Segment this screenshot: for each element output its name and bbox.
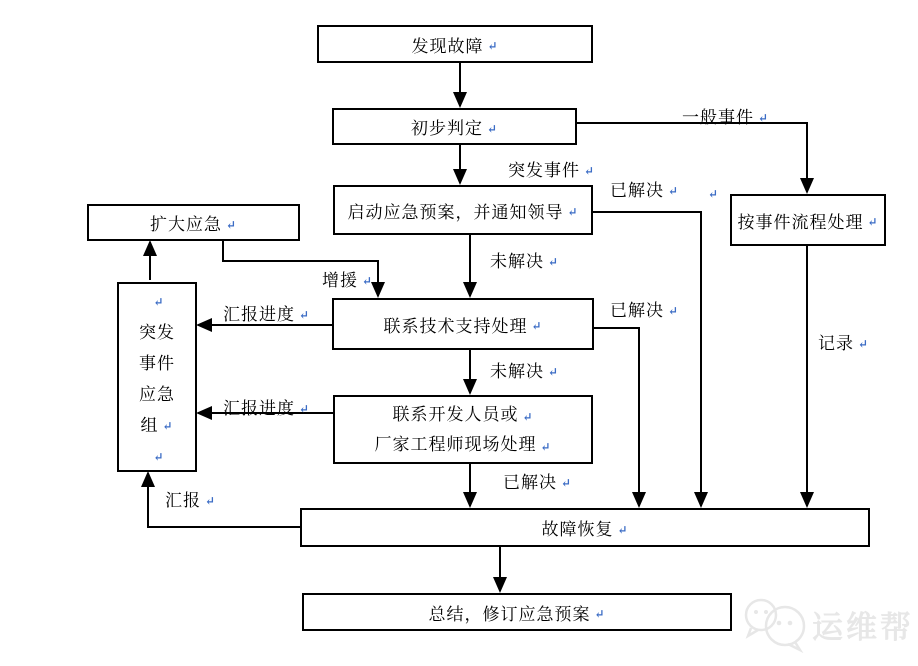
edge-label-resolved-mid: 已解决 ↵ [610,301,680,320]
pilcrow-mark-icon: ↵ [867,215,879,229]
node-summary [302,593,732,631]
edge-label-unresolved-mid: 未解决 ↵ [490,362,560,381]
node-emergency-group [117,282,197,472]
pilcrow-mark-icon: ↵ [153,449,165,464]
pilcrow-mark-icon: ↵ [858,336,870,351]
node-summary-label: 总结，修订应急预案 [428,604,591,624]
node-start-plan-label: 启动应急预案，并通知领导 [347,202,564,222]
pilcrow-mark-icon: ↵ [153,294,165,309]
pilcrow-mark-icon: ↵ [758,110,770,125]
node-initial-judgment [332,108,577,145]
pilcrow-mark-icon: ↵ [205,493,217,508]
edge-label-reinforce: 增援 ↵ [322,271,374,290]
pilcrow-mark-icon: ↵ [561,475,573,490]
node-expand-emergency-label: 扩大应急 [149,215,222,234]
node-contact-dev-line1: 联系开发人员或 [392,404,519,424]
edge-label-record: 记录 ↵ [818,334,870,353]
node-emergency-group-line2: 事件 [139,354,175,373]
node-contact-dev-line2: 厂家工程师现场处理 [374,434,537,454]
node-contact-dev [333,395,593,464]
pilcrow-mark-icon: ↵ [522,409,534,424]
node-emergency-group-line3: 应急 [139,385,175,404]
node-start-plan [333,185,593,235]
node-event-process-label: 按事件流程处理 [737,212,864,232]
node-expand-emergency [87,204,300,241]
node-discover-fault-label: 发现故障 [411,36,484,56]
node-fault-recovery [300,508,870,547]
edge-label-unresolved-top: 未解决 ↵ [490,252,560,271]
standalone-pilcrow [708,186,720,201]
pilcrow-mark-icon: ↵ [617,522,629,537]
pilcrow-mark-icon: ↵ [531,319,543,333]
pilcrow-mark-icon: ↵ [548,254,560,269]
pilcrow-mark-icon: ↵ [668,303,680,318]
node-contact-support [332,298,594,350]
pilcrow-mark-icon: ↵ [594,607,606,621]
node-fault-recovery-label: 故障恢复 [541,520,614,539]
watermark-text: 运维帮 [812,610,914,645]
pilcrow-mark-icon: ↵ [540,439,552,454]
node-initial-judgment-label: 初步判定 [410,119,483,138]
pilcrow-mark-icon: ↵ [299,307,311,322]
pilcrow-mark-icon: ↵ [362,273,374,288]
edge-support-resolved-to-recovery [593,328,639,506]
pilcrow-mark-icon: ↵ [584,163,596,178]
pilcrow-mark-icon: ↵ [225,217,238,232]
edge-label-general-event: 一般事件 ↵ [682,108,770,127]
pilcrow-mark-icon: ↵ [668,183,680,198]
edge-startplan-resolved-to-recovery [593,212,701,506]
node-event-process [730,194,886,246]
node-emergency-group-line1: 突发 [139,323,175,342]
edge-label-resolved-bottom: 已解决 ↵ [503,473,573,492]
pilcrow-mark-icon: ↵ [548,364,560,379]
node-emergency-group-line4: 组 [140,416,159,435]
edge-label-report-progress-bottom: 汇报进度 ↵ [223,399,311,418]
node-contact-support-label: 联系技术支持处理 [383,316,528,336]
edge-label-report-progress-top: 汇报进度 ↵ [223,305,311,324]
pilcrow-mark-icon: ↵ [708,187,720,201]
pilcrow-mark-icon: ↵ [299,401,311,416]
pilcrow-mark-icon: ↵ [567,205,579,219]
pilcrow-mark-icon: ↵ [487,39,499,53]
node-discover-fault [317,25,593,63]
pilcrow-mark-icon: ↵ [162,418,174,433]
edge-label-sudden-event: 突发事件 ↵ [508,161,596,180]
pilcrow-mark-icon: ↵ [486,121,499,136]
edge-label-report: 汇报 ↵ [165,491,217,510]
edge-label-resolved-top: 已解决 ↵ [610,181,680,200]
